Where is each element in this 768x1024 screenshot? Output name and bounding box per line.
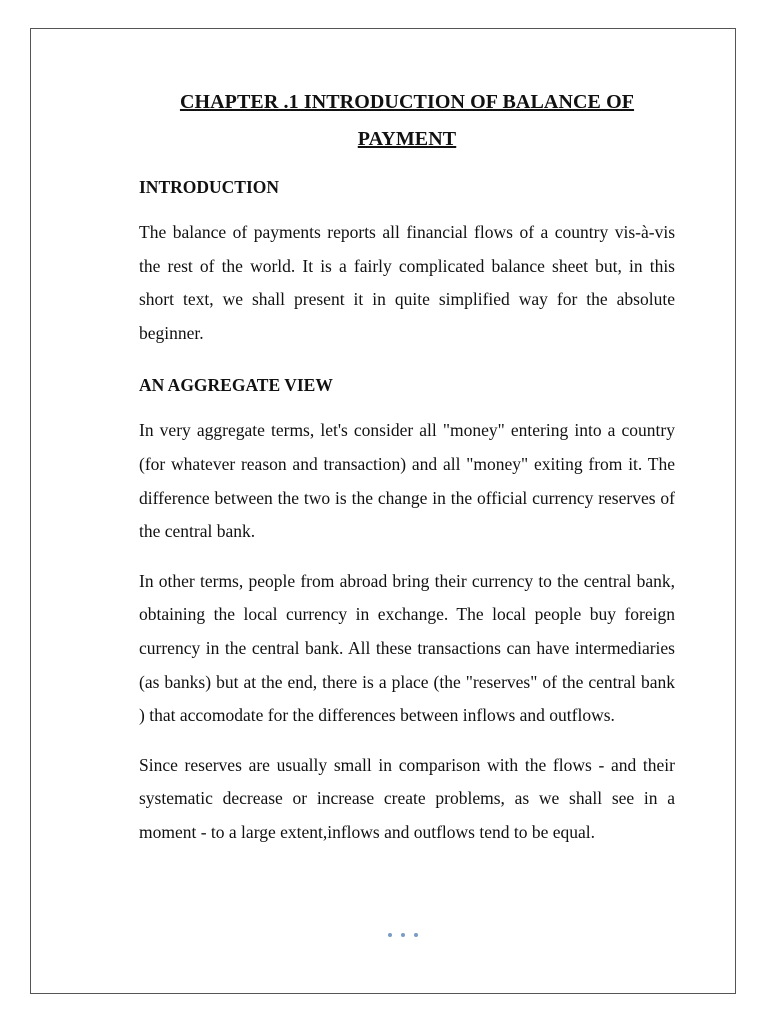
chapter-title: CHAPTER .1 INTRODUCTION OF BALANCE OF PAYMENT: [179, 91, 635, 150]
paragraph: The balance of payments reports all financial flows of a country vis-à-vis the rest of the world. It is a fairly complicated balance sheet but, in this short text, we shall present it in quite simplified way for the absolute beginner.: [139, 222, 675, 343]
document-body: [139, 84, 675, 850]
section-heading-aggregate-view: AN AGGREGATE VIEW: [139, 375, 333, 396]
dot-icon: [388, 933, 392, 937]
dot-icon: [414, 933, 418, 937]
more-content-ellipsis-icon[interactable]: [388, 928, 418, 942]
section-heading-introduction: INTRODUCTION: [139, 177, 280, 197]
paragraph: In very aggregate terms, let's consider all "money" entering into a country (for whatever reason and transaction) and all "money" exiting from it. The difference between the two is the change in the official currency reserves of the central bank.: [139, 420, 675, 542]
paragraph: Since reserves are usually small in comparison with the flows - and their systematic decrease or increase create problems, as we shall see in a moment - to a large extent,inflows and outflows tend to be equal.: [139, 754, 675, 842]
dot-icon: [401, 933, 405, 937]
paragraph: In other terms, people from abroad bring their currency to the central bank, obtaining the local currency in exchange. The local people buy foreign currency in the central bank. All these transactions can have intermediaries (as banks) but at the end, there is a place (the "reserves" of the central bank ) that accomodate for the differences between inflows and outflows.: [139, 570, 675, 726]
